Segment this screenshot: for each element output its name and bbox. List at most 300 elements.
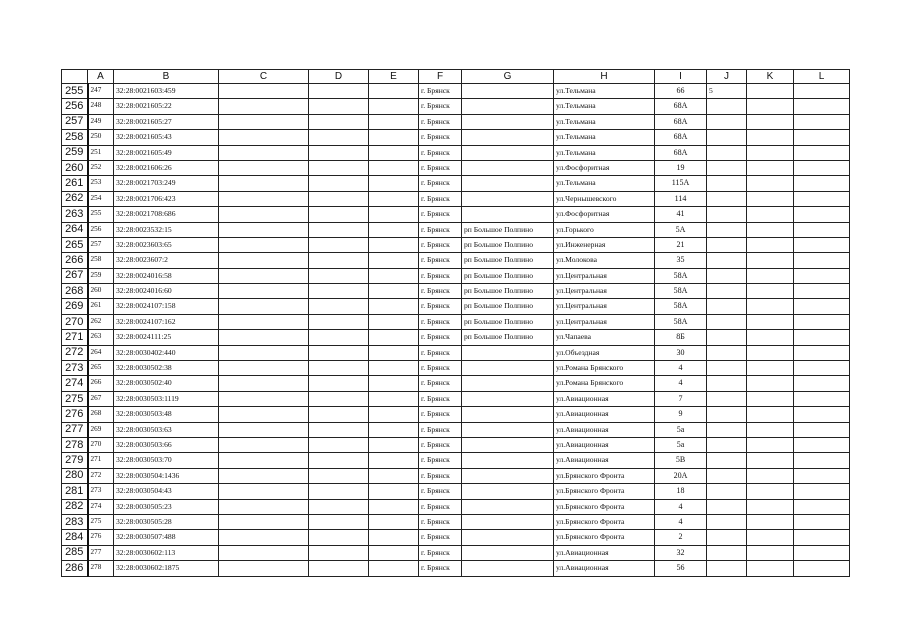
cell-f[interactable]: г. Брянск (419, 345, 462, 360)
cell-k[interactable] (747, 130, 794, 145)
cell-i[interactable]: 7 (655, 391, 707, 406)
column-header-c[interactable]: C (219, 70, 309, 84)
cell-b[interactable]: 32:28:0024111:25 (114, 330, 219, 345)
cell-k[interactable] (747, 176, 794, 191)
cell-g[interactable] (462, 176, 554, 191)
cell-l[interactable] (794, 114, 850, 129)
cell-h[interactable]: ул.Брянского Фронта (554, 484, 655, 499)
cell-d[interactable] (309, 253, 369, 268)
cell-e[interactable] (369, 330, 419, 345)
cell-h[interactable]: ул.Брянского Фронта (554, 499, 655, 514)
cell-d[interactable] (309, 530, 369, 545)
cell-a[interactable]: 253 (88, 176, 114, 191)
cell-c[interactable] (219, 176, 309, 191)
cell-i[interactable]: 19 (655, 160, 707, 175)
row-number[interactable]: 261 (62, 176, 88, 191)
cell-i[interactable]: 41 (655, 207, 707, 222)
cell-d[interactable] (309, 376, 369, 391)
cell-b[interactable]: 32:28:0024016:58 (114, 268, 219, 283)
cell-h[interactable]: ул.Романа Брянского (554, 376, 655, 391)
cell-b[interactable]: 32:28:0030503:48 (114, 407, 219, 422)
cell-k[interactable] (747, 499, 794, 514)
cell-c[interactable] (219, 130, 309, 145)
column-header-a[interactable]: A (88, 70, 114, 84)
cell-d[interactable] (309, 176, 369, 191)
cell-f[interactable]: г. Брянск (419, 468, 462, 483)
cell-l[interactable] (794, 391, 850, 406)
row-number[interactable]: 278 (62, 437, 88, 452)
cell-l[interactable] (794, 284, 850, 299)
cell-e[interactable] (369, 514, 419, 529)
cell-g[interactable]: рп Большое Полпино (462, 314, 554, 329)
cell-g[interactable] (462, 530, 554, 545)
cell-c[interactable] (219, 514, 309, 529)
cell-e[interactable] (369, 437, 419, 452)
cell-b[interactable]: 32:28:0030602:1875 (114, 561, 219, 576)
cell-b[interactable]: 32:28:0021605:22 (114, 99, 219, 114)
cell-l[interactable] (794, 176, 850, 191)
cell-i[interactable]: 8Б (655, 330, 707, 345)
cell-k[interactable] (747, 345, 794, 360)
cell-l[interactable] (794, 437, 850, 452)
cell-c[interactable] (219, 114, 309, 129)
column-header-l[interactable]: L (794, 70, 850, 84)
cell-l[interactable] (794, 407, 850, 422)
cell-c[interactable] (219, 253, 309, 268)
cell-f[interactable]: г. Брянск (419, 514, 462, 529)
row-number[interactable]: 269 (62, 299, 88, 314)
cell-e[interactable] (369, 391, 419, 406)
cell-e[interactable] (369, 160, 419, 175)
cell-i[interactable]: 5А (655, 222, 707, 237)
cell-f[interactable]: г. Брянск (419, 222, 462, 237)
cell-l[interactable] (794, 160, 850, 175)
cell-f[interactable]: г. Брянск (419, 499, 462, 514)
row-number[interactable]: 258 (62, 130, 88, 145)
cell-b[interactable]: 32:28:0030505:28 (114, 514, 219, 529)
cell-e[interactable] (369, 561, 419, 576)
cell-l[interactable] (794, 191, 850, 206)
cell-e[interactable] (369, 468, 419, 483)
cell-c[interactable] (219, 191, 309, 206)
cell-b[interactable]: 32:28:0021605:43 (114, 130, 219, 145)
cell-a[interactable]: 265 (88, 361, 114, 376)
cell-j[interactable] (707, 530, 747, 545)
cell-h[interactable]: ул.Авиационная (554, 407, 655, 422)
cell-f[interactable]: г. Брянск (419, 437, 462, 452)
cell-k[interactable] (747, 391, 794, 406)
cell-e[interactable] (369, 299, 419, 314)
row-number[interactable]: 283 (62, 514, 88, 529)
cell-i[interactable]: 66 (655, 84, 707, 99)
cell-b[interactable]: 32:28:0023603:65 (114, 237, 219, 252)
cell-g[interactable] (462, 207, 554, 222)
cell-c[interactable] (219, 499, 309, 514)
row-number[interactable]: 271 (62, 330, 88, 345)
cell-b[interactable]: 32:28:0024016:60 (114, 284, 219, 299)
cell-b[interactable]: 32:28:0030502:38 (114, 361, 219, 376)
cell-f[interactable]: г. Брянск (419, 284, 462, 299)
cell-i[interactable]: 9 (655, 407, 707, 422)
cell-j[interactable] (707, 376, 747, 391)
cell-f[interactable]: г. Брянск (419, 484, 462, 499)
row-number[interactable]: 262 (62, 191, 88, 206)
cell-e[interactable] (369, 284, 419, 299)
column-header-h[interactable]: H (554, 70, 655, 84)
cell-d[interactable] (309, 361, 369, 376)
cell-c[interactable] (219, 361, 309, 376)
cell-f[interactable]: г. Брянск (419, 561, 462, 576)
cell-f[interactable]: г. Брянск (419, 453, 462, 468)
cell-i[interactable]: 58А (655, 299, 707, 314)
cell-d[interactable] (309, 391, 369, 406)
row-number[interactable]: 268 (62, 284, 88, 299)
cell-j[interactable] (707, 499, 747, 514)
cell-i[interactable]: 18 (655, 484, 707, 499)
cell-a[interactable]: 255 (88, 207, 114, 222)
cell-c[interactable] (219, 330, 309, 345)
cell-d[interactable] (309, 422, 369, 437)
cell-a[interactable]: 259 (88, 268, 114, 283)
cell-b[interactable]: 32:28:0021605:49 (114, 145, 219, 160)
column-header-f[interactable]: F (419, 70, 462, 84)
cell-d[interactable] (309, 314, 369, 329)
cell-j[interactable] (707, 407, 747, 422)
cell-k[interactable] (747, 514, 794, 529)
cell-l[interactable] (794, 145, 850, 160)
column-header-e[interactable]: E (369, 70, 419, 84)
cell-b[interactable]: 32:28:0021706:423 (114, 191, 219, 206)
cell-i[interactable]: 56 (655, 561, 707, 576)
cell-g[interactable] (462, 407, 554, 422)
row-number[interactable]: 285 (62, 545, 88, 560)
cell-i[interactable]: 2 (655, 530, 707, 545)
row-number[interactable]: 277 (62, 422, 88, 437)
cell-b[interactable]: 32:28:0030507:488 (114, 530, 219, 545)
cell-i[interactable]: 4 (655, 499, 707, 514)
cell-k[interactable] (747, 468, 794, 483)
cell-g[interactable] (462, 361, 554, 376)
column-header-g[interactable]: G (462, 70, 554, 84)
cell-h[interactable]: ул.Авиационная (554, 545, 655, 560)
corner-cell[interactable] (62, 70, 88, 84)
cell-d[interactable] (309, 484, 369, 499)
cell-a[interactable]: 254 (88, 191, 114, 206)
cell-j[interactable] (707, 545, 747, 560)
cell-f[interactable]: г. Брянск (419, 145, 462, 160)
cell-j[interactable] (707, 284, 747, 299)
cell-j[interactable] (707, 437, 747, 452)
cell-f[interactable]: г. Брянск (419, 314, 462, 329)
cell-f[interactable]: г. Брянск (419, 299, 462, 314)
cell-c[interactable] (219, 99, 309, 114)
row-number[interactable]: 263 (62, 207, 88, 222)
cell-c[interactable] (219, 391, 309, 406)
cell-a[interactable]: 249 (88, 114, 114, 129)
row-number[interactable]: 266 (62, 253, 88, 268)
cell-f[interactable]: г. Брянск (419, 361, 462, 376)
cell-i[interactable]: 5В (655, 453, 707, 468)
cell-j[interactable] (707, 299, 747, 314)
cell-g[interactable] (462, 453, 554, 468)
cell-g[interactable] (462, 561, 554, 576)
cell-g[interactable] (462, 437, 554, 452)
cell-h[interactable]: ул.Чернышевского (554, 191, 655, 206)
cell-h[interactable]: ул.Авиационная (554, 437, 655, 452)
cell-i[interactable]: 30 (655, 345, 707, 360)
column-header-k[interactable]: K (747, 70, 794, 84)
cell-i[interactable]: 115А (655, 176, 707, 191)
cell-b[interactable]: 32:28:0030402:440 (114, 345, 219, 360)
cell-b[interactable]: 32:28:0021605:27 (114, 114, 219, 129)
cell-e[interactable] (369, 114, 419, 129)
cell-k[interactable] (747, 299, 794, 314)
cell-b[interactable]: 32:28:0024107:158 (114, 299, 219, 314)
cell-e[interactable] (369, 268, 419, 283)
cell-h[interactable]: ул.Авиационная (554, 391, 655, 406)
row-number[interactable]: 281 (62, 484, 88, 499)
cell-i[interactable]: 32 (655, 545, 707, 560)
cell-l[interactable] (794, 376, 850, 391)
row-number[interactable]: 286 (62, 561, 88, 576)
row-number[interactable]: 275 (62, 391, 88, 406)
cell-g[interactable] (462, 514, 554, 529)
cell-a[interactable]: 248 (88, 99, 114, 114)
cell-l[interactable] (794, 299, 850, 314)
cell-h[interactable]: ул.Авиационная (554, 453, 655, 468)
cell-f[interactable]: г. Брянск (419, 268, 462, 283)
cell-h[interactable]: ул.Брянского Фронта (554, 468, 655, 483)
cell-k[interactable] (747, 330, 794, 345)
cell-e[interactable] (369, 422, 419, 437)
cell-a[interactable]: 268 (88, 407, 114, 422)
cell-c[interactable] (219, 561, 309, 576)
cell-e[interactable] (369, 345, 419, 360)
cell-e[interactable] (369, 314, 419, 329)
cell-g[interactable]: рп Большое Полпино (462, 268, 554, 283)
cell-j[interactable] (707, 268, 747, 283)
cell-g[interactable] (462, 545, 554, 560)
cell-b[interactable]: 32:28:0030504:43 (114, 484, 219, 499)
cell-e[interactable] (369, 237, 419, 252)
column-header-b[interactable]: B (114, 70, 219, 84)
cell-a[interactable]: 261 (88, 299, 114, 314)
cell-b[interactable]: 32:28:0030503:66 (114, 437, 219, 452)
cell-h[interactable]: ул.Брянского Фронта (554, 514, 655, 529)
cell-d[interactable] (309, 499, 369, 514)
cell-e[interactable] (369, 253, 419, 268)
cell-k[interactable] (747, 99, 794, 114)
cell-h[interactable]: ул.Тельмана (554, 114, 655, 129)
cell-g[interactable] (462, 130, 554, 145)
cell-a[interactable]: 267 (88, 391, 114, 406)
cell-a[interactable]: 273 (88, 484, 114, 499)
column-header-d[interactable]: D (309, 70, 369, 84)
cell-l[interactable] (794, 253, 850, 268)
cell-e[interactable] (369, 484, 419, 499)
cell-e[interactable] (369, 176, 419, 191)
cell-a[interactable]: 276 (88, 530, 114, 545)
cell-g[interactable] (462, 499, 554, 514)
cell-h[interactable]: ул.Центральная (554, 299, 655, 314)
cell-l[interactable] (794, 84, 850, 99)
cell-k[interactable] (747, 437, 794, 452)
cell-e[interactable] (369, 361, 419, 376)
cell-d[interactable] (309, 330, 369, 345)
cell-h[interactable]: ул.Молокова (554, 253, 655, 268)
cell-h[interactable]: ул.Романа Брянского (554, 361, 655, 376)
cell-i[interactable]: 68А (655, 99, 707, 114)
cell-a[interactable]: 269 (88, 422, 114, 437)
cell-h[interactable]: ул.Центральная (554, 314, 655, 329)
cell-j[interactable] (707, 345, 747, 360)
cell-f[interactable]: г. Брянск (419, 422, 462, 437)
row-number[interactable]: 255 (62, 84, 88, 99)
cell-d[interactable] (309, 130, 369, 145)
cell-a[interactable]: 257 (88, 237, 114, 252)
cell-a[interactable]: 277 (88, 545, 114, 560)
cell-h[interactable]: ул.Брянского Фронта (554, 530, 655, 545)
cell-c[interactable] (219, 376, 309, 391)
cell-c[interactable] (219, 345, 309, 360)
cell-e[interactable] (369, 530, 419, 545)
cell-c[interactable] (219, 299, 309, 314)
cell-l[interactable] (794, 468, 850, 483)
cell-l[interactable] (794, 361, 850, 376)
cell-e[interactable] (369, 99, 419, 114)
cell-b[interactable]: 32:28:0030503:63 (114, 422, 219, 437)
cell-e[interactable] (369, 145, 419, 160)
cell-e[interactable] (369, 130, 419, 145)
cell-j[interactable] (707, 114, 747, 129)
cell-j[interactable] (707, 422, 747, 437)
cell-l[interactable] (794, 268, 850, 283)
cell-a[interactable]: 262 (88, 314, 114, 329)
cell-h[interactable]: ул.Авиационная (554, 561, 655, 576)
cell-d[interactable] (309, 145, 369, 160)
cell-f[interactable]: г. Брянск (419, 253, 462, 268)
column-header-j[interactable]: J (707, 70, 747, 84)
cell-b[interactable]: 32:28:0021703:249 (114, 176, 219, 191)
cell-c[interactable] (219, 237, 309, 252)
cell-c[interactable] (219, 160, 309, 175)
cell-j[interactable] (707, 130, 747, 145)
cell-l[interactable] (794, 345, 850, 360)
cell-b[interactable]: 32:28:0030504:1436 (114, 468, 219, 483)
cell-a[interactable]: 270 (88, 437, 114, 452)
cell-i[interactable]: 5а (655, 422, 707, 437)
cell-b[interactable]: 32:28:0023607:2 (114, 253, 219, 268)
cell-e[interactable] (369, 191, 419, 206)
cell-g[interactable] (462, 145, 554, 160)
cell-d[interactable] (309, 453, 369, 468)
cell-f[interactable]: г. Брянск (419, 376, 462, 391)
cell-d[interactable] (309, 99, 369, 114)
cell-l[interactable] (794, 222, 850, 237)
cell-l[interactable] (794, 330, 850, 345)
cell-h[interactable]: ул.Центральная (554, 284, 655, 299)
cell-c[interactable] (219, 484, 309, 499)
cell-f[interactable]: г. Брянск (419, 237, 462, 252)
cell-a[interactable]: 266 (88, 376, 114, 391)
cell-j[interactable] (707, 160, 747, 175)
cell-g[interactable] (462, 160, 554, 175)
cell-g[interactable] (462, 468, 554, 483)
cell-d[interactable] (309, 437, 369, 452)
cell-e[interactable] (369, 222, 419, 237)
row-number[interactable]: 274 (62, 376, 88, 391)
cell-e[interactable] (369, 84, 419, 99)
cell-k[interactable] (747, 268, 794, 283)
cell-e[interactable] (369, 499, 419, 514)
cell-f[interactable]: г. Брянск (419, 391, 462, 406)
row-number[interactable]: 280 (62, 468, 88, 483)
cell-k[interactable] (747, 114, 794, 129)
cell-c[interactable] (219, 145, 309, 160)
cell-a[interactable]: 271 (88, 453, 114, 468)
cell-k[interactable] (747, 530, 794, 545)
cell-d[interactable] (309, 407, 369, 422)
cell-h[interactable]: ул.Чапаева (554, 330, 655, 345)
cell-d[interactable] (309, 468, 369, 483)
cell-g[interactable] (462, 391, 554, 406)
cell-c[interactable] (219, 84, 309, 99)
cell-e[interactable] (369, 453, 419, 468)
cell-a[interactable]: 264 (88, 345, 114, 360)
cell-f[interactable]: г. Брянск (419, 530, 462, 545)
cell-c[interactable] (219, 407, 309, 422)
cell-d[interactable] (309, 345, 369, 360)
row-number[interactable]: 259 (62, 145, 88, 160)
cell-k[interactable] (747, 84, 794, 99)
cell-d[interactable] (309, 284, 369, 299)
cell-k[interactable] (747, 314, 794, 329)
cell-j[interactable] (707, 314, 747, 329)
cell-e[interactable] (369, 407, 419, 422)
cell-i[interactable]: 5а (655, 437, 707, 452)
cell-a[interactable]: 263 (88, 330, 114, 345)
cell-c[interactable] (219, 284, 309, 299)
cell-b[interactable]: 32:28:0030503:1119 (114, 391, 219, 406)
cell-f[interactable]: г. Брянск (419, 176, 462, 191)
cell-b[interactable]: 32:28:0030505:23 (114, 499, 219, 514)
cell-j[interactable]: 5 (707, 84, 747, 99)
cell-c[interactable] (219, 422, 309, 437)
cell-h[interactable]: ул.Тельмана (554, 84, 655, 99)
cell-l[interactable] (794, 237, 850, 252)
cell-l[interactable] (794, 484, 850, 499)
cell-h[interactable]: ул.Фосфоритная (554, 207, 655, 222)
cell-a[interactable]: 275 (88, 514, 114, 529)
cell-a[interactable]: 260 (88, 284, 114, 299)
cell-b[interactable]: 32:28:0030602:113 (114, 545, 219, 560)
cell-g[interactable] (462, 376, 554, 391)
cell-c[interactable] (219, 530, 309, 545)
cell-f[interactable]: г. Брянск (419, 114, 462, 129)
cell-i[interactable]: 58А (655, 314, 707, 329)
cell-j[interactable] (707, 99, 747, 114)
cell-i[interactable]: 4 (655, 376, 707, 391)
cell-i[interactable]: 68А (655, 145, 707, 160)
cell-k[interactable] (747, 191, 794, 206)
cell-l[interactable] (794, 314, 850, 329)
cell-g[interactable]: рп Большое Полпино (462, 299, 554, 314)
cell-d[interactable] (309, 514, 369, 529)
cell-j[interactable] (707, 514, 747, 529)
cell-f[interactable]: г. Брянск (419, 160, 462, 175)
cell-a[interactable]: 274 (88, 499, 114, 514)
cell-b[interactable]: 32:28:0024107:162 (114, 314, 219, 329)
